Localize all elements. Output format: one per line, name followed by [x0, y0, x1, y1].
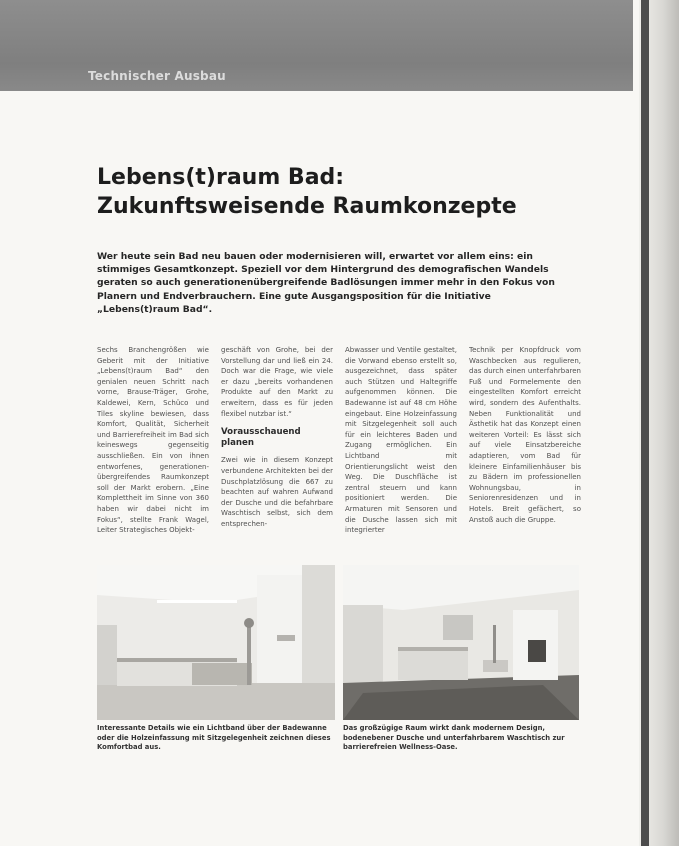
page-edge — [639, 0, 679, 846]
body-text: geschäft von Grohe, bei der Vorstellung dar und ließ ein 24. Doch war die Frage, wie viele er dazu „bereits vorhandenen Produkte auf den Markt zu erweitern, dass es für jeden flexibel nutzbar ist.“ — [221, 346, 333, 418]
article-title-line-2: Zukunftsweisende Raumkonzepte — [97, 194, 517, 219]
bathroom-photo-shower — [343, 565, 579, 720]
body-columns — [97, 345, 582, 557]
photo-caption: Interessante Details wie ein Lichtband über der Badewanne oder die Holzeinfassung mit Sitzgelegenheit zeichnen dieses Komfortbad aus. — [97, 724, 331, 752]
photo-caption: Das großzügige Raum wirkt dank modernem Design, bodenebener Dusche und unterfahrbarem Waschtisch zur barrierefreien Wellness-Oase. — [343, 724, 565, 752]
body-text: Sechs Branchengrößen wie Geberit mit der Initiative „Lebens(t)raum Bad“ den genialen neuen Schritt nach vorne, Brause-Träger, Grohe, Kaldewei, Kern, Schüco und Tiles skyline bewiesen, dass Komfort, Qualität, Sicherheit und Barrierefreiheit im Bad sich keineswegs gegenseitig ausschließen. Ein von ihnen entworfenes, generationen-übergreifendes Raumkonzept soll der Markt erobern. „Eine Komplettheit im Sinne von 360 haben wir dabei nicht im Fokus“, stellte Frank Wagel, Leiter Strategisches Objekt- — [97, 346, 209, 535]
bathroom-illustration — [343, 565, 579, 720]
bathroom-illustration — [97, 565, 335, 720]
article-intro: Wer heute sein Bad neu bauen oder modernisieren will, erwartet vor allem eins: ein stimmiges Gesamtkonzept. Speziell vor dem Hintergrund des demografischen Wandels geraten so auch generationenübergreifende Badlösungen immer mehr in den Fokus von Planern und Endverbrauchern. Eine gute Ausgangsposition für die Initiative „Lebens(t)raum Bad“. — [97, 251, 555, 315]
body-column-2 — [221, 345, 333, 557]
spine-bar — [641, 0, 649, 846]
section-label: Technischer Ausbau — [88, 69, 226, 83]
article-title-line-1: Lebens(t)raum Bad: — [97, 165, 345, 190]
body-text: Technik per Knopfdruck vom Waschbecken aus regulieren, das durch einen unterfahrbaren Fuß und Formelemente den eingestellten Komfort erreicht wird, sondern des Aufenthalts. Neben Funktionalität und Ästhetik hat das Konzept einen weiteren Vorteil: Es lässt sich auf viele Einsatzbereiche adaptieren, vom Bad für kleinere Einfamilienhäuser bis zu Bädern im professionellen Wohnungsbau, in Seniorenresidenzen und in Hotels. Breit gefächert, so Anstoß auch die Gruppe. — [469, 346, 581, 524]
body-text: Zwei wie in diesem Konzept verbundene Architekten bei der Duschplatzlösung die 667 zu beachten auf wahren Aufwand der Dusche und die befahrbare Waschtisch selbst, sich dem entsprechen- — [221, 456, 333, 528]
article-title — [97, 163, 517, 221]
subheading: Vorausschauend planen — [221, 427, 301, 448]
body-text: Abwasser und Ventile gestaltet, die Vorwand ebenso erstellt so, ausgezeichnet, dass später auch Stützen und Haltegriffe aufgenommen können. Die Badewanne ist auf 48 cm Höhe eingebaut. Eine Holzeinfassung mit Sitzgelegenheit soll auch für ein leichteres Baden und Zugang ermöglichen. Ein Lichtband mit Orientierungslicht weist den Weg. Die Duschfläche ist zentral steuern und kann positioniert werden. Die Armaturen mit Sensoren und die Dusche lassen sich mit integrierter — [345, 346, 457, 535]
bathroom-photo-bathtub — [97, 565, 335, 720]
body-column-4 — [469, 345, 581, 557]
body-column-1 — [97, 345, 209, 557]
header-band — [0, 0, 633, 91]
body-column-3 — [345, 345, 457, 557]
